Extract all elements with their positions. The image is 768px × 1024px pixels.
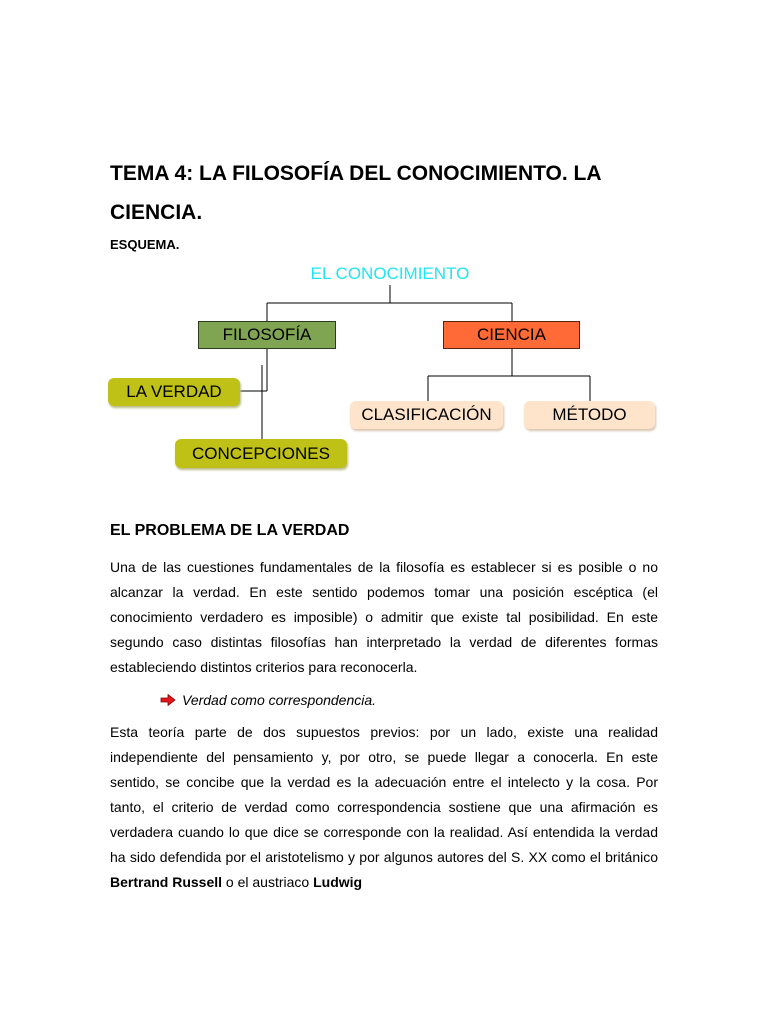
node-filosofia: FILOSOFÍA bbox=[198, 321, 336, 349]
bullet-item bbox=[160, 690, 376, 710]
node-metodo: MÉTODO bbox=[524, 401, 655, 429]
node-concepciones: CONCEPCIONES bbox=[175, 439, 347, 468]
diagram-root-label: EL CONOCIMIENTO bbox=[310, 264, 470, 283]
diagram-connectors bbox=[0, 255, 768, 485]
document-title: TEMA 4: LA FILOSOFÍA DEL CONOCIMIENTO. LA CIENCIA. bbox=[110, 162, 601, 224]
node-la-verdad: LA VERDAD bbox=[108, 378, 240, 406]
section-heading: EL PROBLEMA DE LA VERDAD bbox=[110, 522, 350, 539]
paragraph-correspondence bbox=[110, 720, 658, 895]
bullet-text: Verdad como correspondencia. bbox=[182, 692, 377, 708]
arrow-right-icon bbox=[160, 694, 176, 706]
author-name: Ludwig bbox=[313, 874, 363, 890]
author-name: Bertrand Russell bbox=[110, 874, 223, 890]
concept-diagram bbox=[0, 255, 768, 485]
paragraph-text: Esta teoría parte de dos supuestos previos: por un lado, existe una realidad independiente del pensamiento y, por otro, se puede llegar a conocerla. En este sentido, se concibe que la verdad es la adecuación entre el intelecto y la cosa. Por tanto, el criterio de verdad como correspondencia sostiene que una afirmación es verdadera cuando lo que dice se corresponde con la realidad. Así entendida la verdad ha sido defendida por el aristotelismo y por algunos autores del S. XX como el británico bbox=[110, 724, 658, 865]
scheme-label: ESQUEMA. bbox=[110, 237, 180, 252]
paragraph-text: o el austriaco bbox=[222, 874, 314, 890]
node-ciencia: CIENCIA bbox=[443, 321, 580, 349]
paragraph-intro: Una de las cuestiones fundamentales de la filosofía es establecer si es posible o no alcanzar la verdad. En este sentido podemos tomar una posición escéptica (el conocimiento verdadero es imposible) o admitir que existe tal posibilidad. En este segundo caso distintas filosofías han interpretado la verdad de diferentes formas estableciendo distintos criterios para reconocerla. bbox=[110, 559, 658, 675]
node-clasificacion: CLASIFICACIÓN bbox=[350, 401, 503, 429]
